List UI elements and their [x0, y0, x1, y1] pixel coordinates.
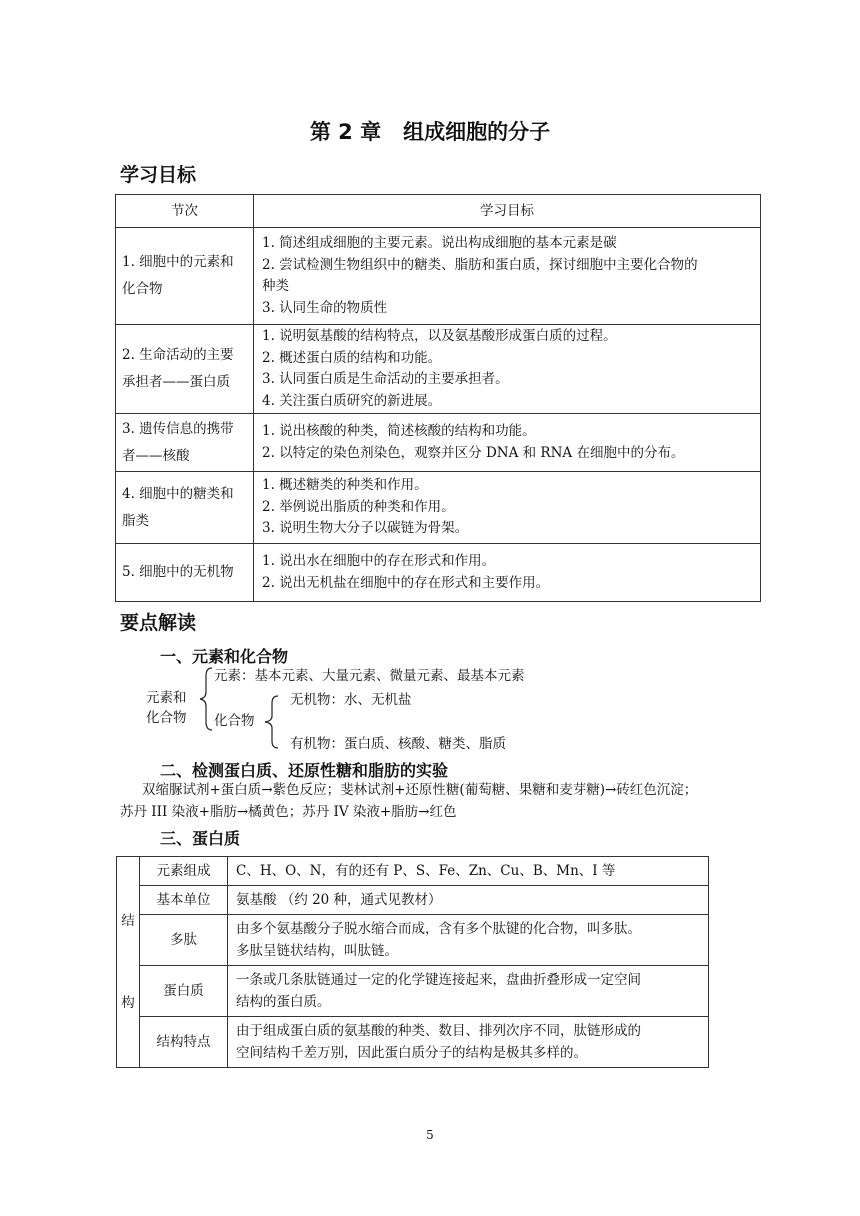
- objective-text: 2. 说出无机盐在细胞中的存在形式和主要作用。: [262, 574, 550, 591]
- part2-heading: 二、检测蛋白质、还原性糖和脂肪的实验: [160, 761, 449, 780]
- objective-text: 1. 简述组成细胞的主要元素。说出构成细胞的基本元素是碳: [262, 235, 617, 251]
- row-value: [228, 966, 709, 1017]
- part1-heading: 一、元素和化合物: [160, 647, 289, 666]
- page-number: 5: [426, 1128, 434, 1142]
- header-objective: 学习目标: [254, 195, 761, 228]
- side-char: 构: [121, 995, 135, 1011]
- table-row: [116, 544, 761, 602]
- row-value-text: 由多个氨基酸分子脱水缩合而成，含有多个肽键的化合物，叫多肽。: [236, 921, 641, 937]
- section-cell: [116, 472, 254, 544]
- objective-cell: [254, 544, 761, 602]
- row-value-text: C、H、O、N，有的还有 P、S、Fe、Zn、Cu、B、Mn、I 等: [236, 863, 616, 879]
- header-section: 节次: [116, 195, 254, 228]
- objective-text: 2. 举例说出脂质的种类和作用。: [262, 498, 455, 515]
- row-value-text: 结构的蛋白质。: [236, 994, 331, 1010]
- row-label: 结构特点: [140, 1017, 228, 1068]
- objective-cell: [254, 414, 761, 472]
- section-text: 2. 生命活动的主要: [122, 347, 234, 363]
- objective-text: 4. 关注蛋白质研究的新进展。: [262, 392, 442, 409]
- table-row: [116, 472, 761, 544]
- objective-cell: [254, 472, 761, 544]
- table-row: [117, 966, 709, 1017]
- chapter-number: 第 2 章: [309, 120, 382, 144]
- protein-structure-table: [116, 856, 709, 1068]
- compounds-label: 化合物: [214, 713, 255, 729]
- table-row: [117, 857, 709, 886]
- objective-text: 2. 概述蛋白质的结构和功能。: [262, 349, 442, 366]
- row-value: [228, 1017, 709, 1068]
- part2-text-line2: 苏丹 III 染液+脂肪→橘黄色；苏丹 IV 染液+脂肪→红色: [120, 804, 457, 820]
- row-value-text: 多肽呈链状结构，叫肽链。: [236, 943, 398, 959]
- objective-cell: [254, 228, 761, 325]
- row-value: [228, 886, 709, 915]
- row-label: 基本单位: [140, 886, 228, 915]
- objectives-heading: 学习目标: [120, 164, 197, 186]
- row-value: [228, 857, 709, 886]
- key-points-heading: 要点解读: [120, 612, 197, 634]
- inorganic-line: 无机物：水、无机盐: [290, 692, 412, 708]
- objective-text: 3. 认同生命的物质性: [262, 299, 388, 316]
- part3-heading: 三、蛋白质: [160, 829, 241, 848]
- section-text: 化合物: [122, 281, 163, 297]
- objective-text: 种类: [262, 278, 289, 294]
- section-text: 1. 细胞中的元素和: [122, 254, 234, 270]
- side-char: 结: [121, 913, 135, 929]
- organic-line: 有机物：蛋白质、核酸、糖类、脂质: [290, 736, 506, 752]
- part2-text-line1: 双缩脲试剂+蛋白质→紫色反应；斐林试剂+还原性糖(葡萄糖、果糖和麦芽糖)→砖红色沉淀；: [142, 782, 698, 798]
- chapter-title: [0, 116, 860, 146]
- objective-text: 3. 说明生物大分子以碳链为骨架。: [262, 520, 469, 537]
- section-cell: [116, 544, 254, 602]
- section-cell: [116, 414, 254, 472]
- row-value-text: 空间结构千差万别，因此蛋白质分子的结构是极其多样的。: [236, 1045, 587, 1061]
- table-row: [116, 228, 761, 325]
- tree-root-text: 元素和: [146, 690, 187, 706]
- section-text: 承担者——蛋白质: [122, 374, 230, 390]
- objectives-table: [115, 194, 761, 602]
- left-brace-icon: [260, 694, 282, 750]
- table-row: [116, 414, 761, 472]
- structure-side-label: [117, 857, 140, 1068]
- section-text: 3. 遗传信息的携带: [122, 420, 234, 437]
- row-value-text: 一条或几条肽链通过一定的化学键连接起来，盘曲折叠形成一定空间: [236, 972, 641, 988]
- section-text: 5. 细胞中的无机物: [122, 564, 234, 580]
- objective-text: 3. 认同蛋白质是生命活动的主要承担者。: [262, 371, 509, 387]
- section-text: 者——核酸: [122, 447, 190, 464]
- left-brace-icon: [196, 666, 216, 732]
- section-cell: [116, 325, 254, 414]
- objective-text: 1. 概述糖类的种类和作用。: [262, 477, 428, 494]
- table-row: [117, 1017, 709, 1068]
- objective-text: 2. 以特定的染色剂染色，观察并区分 DNA 和 RNA 在细胞中的分布。: [262, 444, 685, 461]
- table-header-row: [116, 195, 761, 228]
- row-label: 元素组成: [140, 857, 228, 886]
- tree-root: [146, 688, 187, 728]
- row-label: 蛋白质: [140, 966, 228, 1017]
- section-cell: [116, 228, 254, 325]
- section-text: 脂类: [122, 512, 149, 529]
- objective-text: 1. 说出水在细胞中的存在形式和作用。: [262, 553, 496, 569]
- chapter-name: 组成细胞的分子: [403, 120, 551, 144]
- section-text: 4. 细胞中的糖类和: [122, 485, 234, 502]
- row-value: [228, 915, 709, 966]
- objective-text: 1. 说出核酸的种类，简述核酸的结构和功能。: [262, 423, 536, 439]
- row-value-text: 由于组成蛋白质的氨基酸的种类、数目、排列次序不同，肽链形成的: [236, 1023, 641, 1039]
- table-row: [117, 915, 709, 966]
- row-value-text: 氨基酸 （约 20 种，通式见教材）: [236, 892, 442, 908]
- table-row: [116, 325, 761, 414]
- objective-text: 2. 尝试检测生物组织中的糖类、脂肪和蛋白质，探讨细胞中主要化合物的: [262, 256, 698, 273]
- elements-line: 元素：基本元素、大量元素、微量元素、最基本元素: [214, 668, 525, 684]
- table-row: [117, 886, 709, 915]
- objective-cell: [254, 325, 761, 414]
- row-label: 多肽: [140, 915, 228, 966]
- objective-text: 1. 说明氨基酸的结构特点，以及氨基酸形成蛋白质的过程。: [262, 328, 617, 344]
- tree-root-text: 化合物: [146, 710, 187, 726]
